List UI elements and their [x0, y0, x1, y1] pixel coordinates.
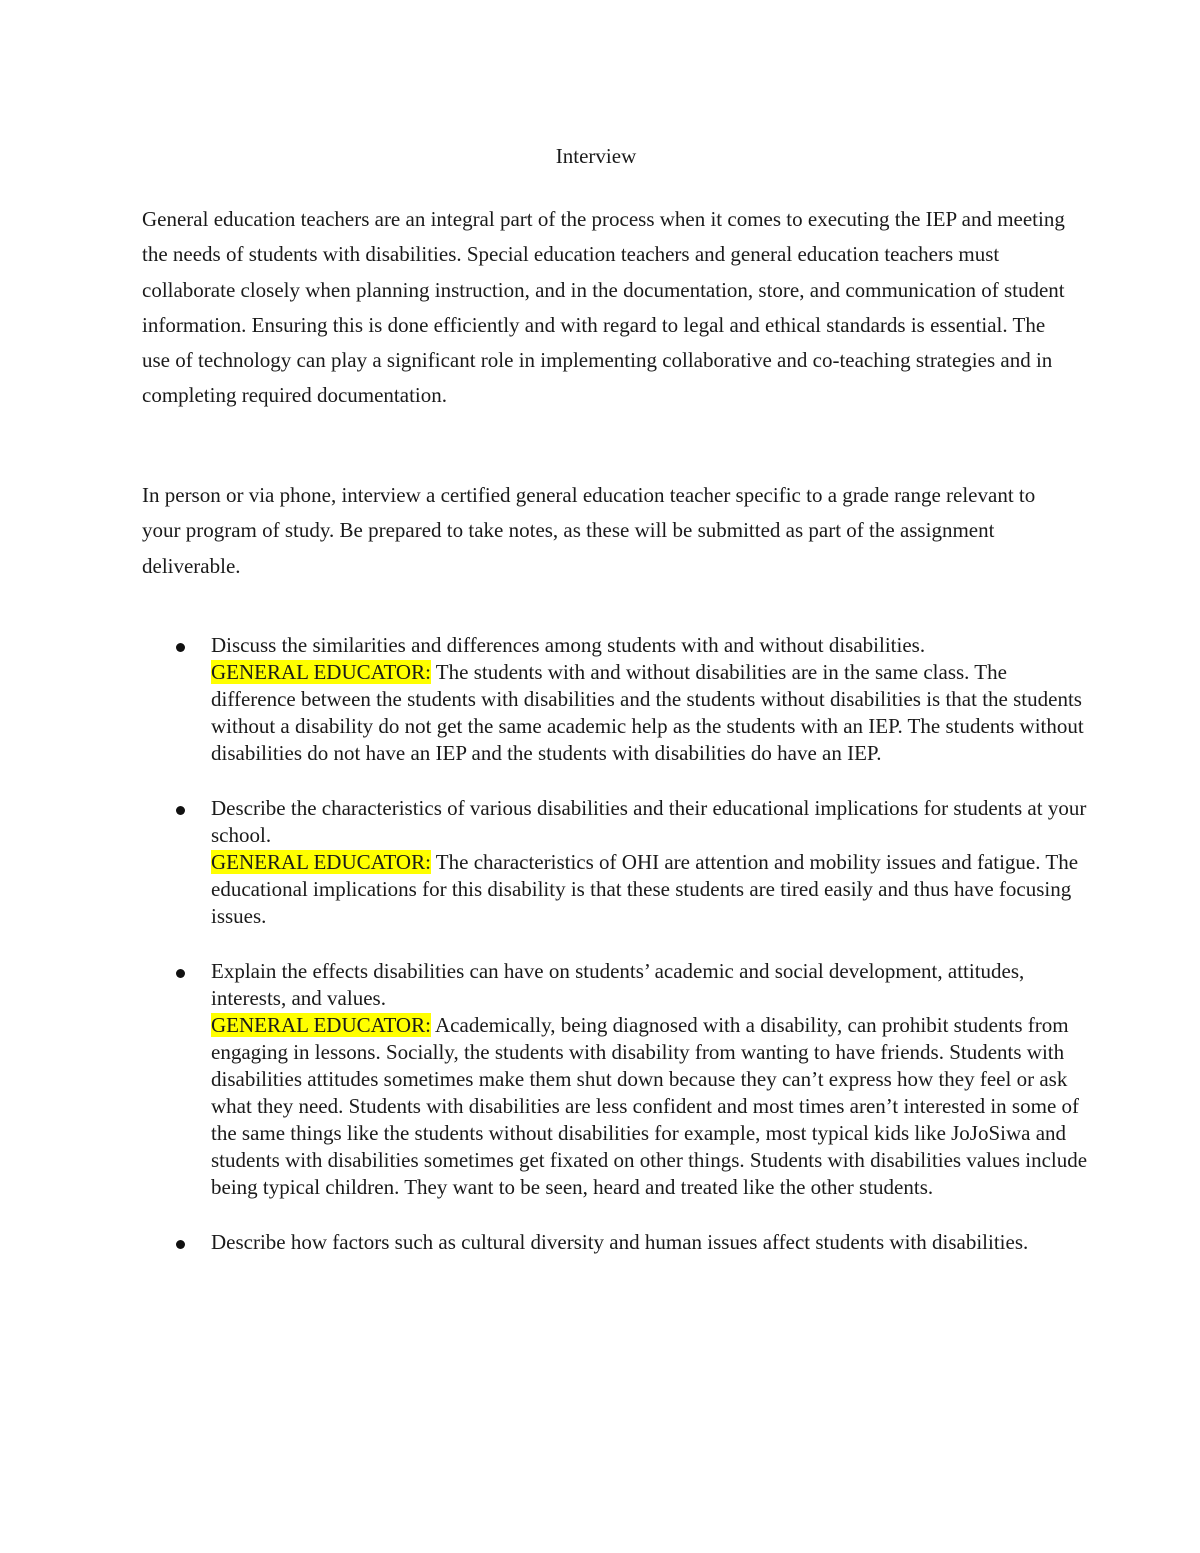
educator-label-highlight: GENERAL EDUCATOR:: [211, 660, 431, 684]
educator-response: [211, 849, 1091, 930]
educator-response: [211, 659, 1091, 767]
response-text: Academically, being diagnosed with a disability, can prohibit students from engaging in lessons. Socially, the students with disability from wanting to have friends. Students with disabilities attitudes sometimes make them shut down because they can’t express how they feel or ask what they need. Students with disabilities are less confident and most times aren’t interested in some of the same things like the students without disabilities for example, most typical kids like JoJoSiwa and students with disabilities sometimes get fixated on other things. Students with disabilities values include being typical children. They want to be seen, heard and treated like the other students.: [211, 1013, 1088, 1199]
response-text: The students with and without disabilities are in the same class. The difference between the students with disabilities and the students without disabilities is that the students without a disability do not get the same academic help as the students with an IEP. The students without disabilities do not have an IEP and the students with disabilities do have an IEP.: [211, 660, 1084, 765]
bullet-icon: [176, 1240, 185, 1249]
question-prompt: Describe the characteristics of various disabilities and their educational implications for students at your school.: [211, 796, 1087, 847]
bullet-icon: [176, 643, 185, 652]
bullet-icon: [176, 969, 185, 978]
interview-question-list: [0, 632, 1200, 1284]
list-item: [0, 632, 1091, 767]
intro-paragraph: General education teachers are an integral part of the process when it comes to executing the IEP and meeting the needs of students with disabilities. Special education teachers and general education teachers must collaborate closely when planning instruction, and in the documentation, store, and communication of student information. Ensuring this is done efficiently and with regard to legal and ethical standards is essential. The use of technology can play a significant role in implementing collaborative and co-teaching strategies and in completing required documentation.: [142, 207, 1065, 408]
educator-label-highlight: GENERAL EDUCATOR:: [211, 850, 431, 874]
question-prompt: Discuss the similarities and differences among students with and without disabilities.: [211, 633, 926, 657]
question-prompt: Explain the effects disabilities can have on students’ academic and social development, attitudes, interests, and values.: [211, 959, 1025, 1010]
response-text: The characteristics of OHI are attention and mobility issues and fatigue. The educational implications for this disability is that these students are tired easily and thus have focusing issues.: [211, 850, 1079, 928]
educator-response: [211, 1012, 1091, 1201]
bullet-icon: [176, 806, 185, 815]
document-title: Interview: [555, 144, 637, 168]
list-item: [0, 1229, 1091, 1256]
educator-label-highlight: GENERAL EDUCATOR:: [211, 1013, 431, 1037]
list-item: [0, 795, 1091, 930]
list-item: [0, 958, 1091, 1201]
instructions-paragraph: In person or via phone, interview a certified general education teacher specific to a grade range relevant to your program of study. Be prepared to take notes, as these will be submitted as part of the assignment deliverable.: [142, 483, 1036, 578]
question-prompt: Describe how factors such as cultural diversity and human issues affect students with disabilities.: [211, 1230, 1029, 1254]
